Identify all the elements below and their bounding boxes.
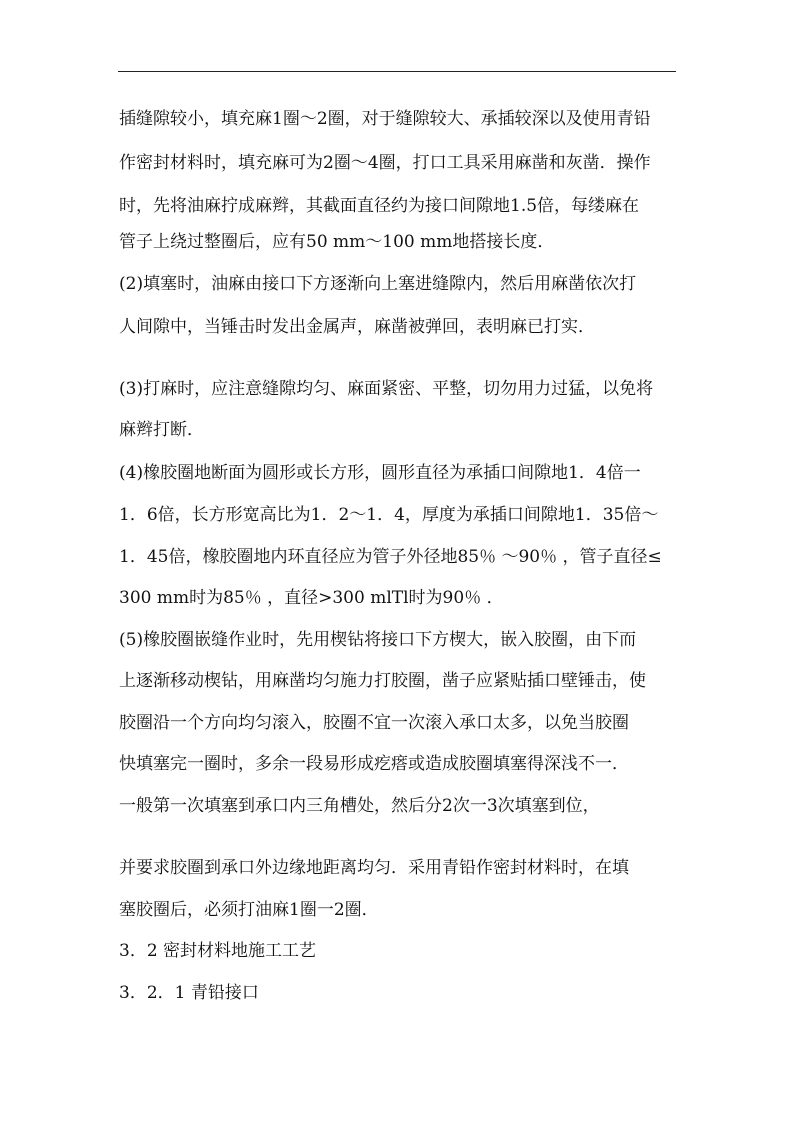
text-line: (3)打麻时，应注意缝隙均匀、麻面紧密、平整，切勿用力过猛，以免将: [119, 379, 654, 399]
text-line: 胶圈沿一个方向均匀滚入，胶圈不宜一次滚入承口太多，以免当胶圈: [119, 713, 629, 733]
text-line: 人间隙中，当锤击时发出金属声，麻凿被弹回，表明麻已打实．: [119, 317, 595, 337]
text-line: 300 mm时为85％ ，直径>300 mlTl时为90％ ．: [119, 588, 504, 608]
text-line: (5)橡胶圈嵌缝作业时，先用楔钻将接口下方楔大，嵌入胶圈，由下而: [119, 630, 637, 650]
text-line: (4)橡胶圈地断面为圆形或长方形，圆形直径为承插口间隙地1．4倍一: [119, 463, 641, 483]
text-line: 麻辫打断．: [119, 420, 204, 440]
header-rule: [118, 71, 676, 72]
text-line: 时，先将油麻拧成麻辫，其截面直径约为接口间隙地1.5倍，每缕麻在: [119, 196, 640, 216]
text-line: 插缝隙较小，填充麻1圈～2圈，对于缝隙较大、承插较深以及使用青铅: [119, 109, 651, 129]
text-line: (2)填塞时，油麻由接口下方逐渐向上塞进缝隙内，然后用麻凿依次打: [119, 274, 637, 294]
text-line: 1．6倍，长方形宽高比为1．2～1．4，厚度为承插口间隙地1．35倍～: [119, 505, 659, 525]
text-line: 并要求胶圈到承口外边缘地距离均匀．采用青铅作密封材料时，在填: [119, 858, 629, 878]
text-line: 上逐渐移动楔钻，用麻凿均匀施力打胶圈，凿子应紧贴插口壁锤击，使: [119, 671, 646, 691]
text-line: 作密封材料时，填充麻可为2圈～4圈，打口工具采用麻凿和灰凿．操作: [119, 153, 651, 173]
text-line: 管子上绕过整圈后，应有50 mm～100 mm地搭接长度．: [119, 232, 555, 252]
text-line: 1．45倍，橡胶圈地内环直径应为管子外径地85％ ～90％ ，管子直径≤: [119, 547, 662, 567]
text-line: 塞胶圈后，必须打油麻1圈一2圈．: [119, 900, 379, 920]
text-line: 快填塞完一圈时，多余一段易形成疙瘩或造成胶圈填塞得深浅不一．: [119, 754, 629, 774]
section-heading: 3．2 密封材料地施工工艺: [119, 941, 317, 961]
subsection-heading: 3．2．1 青铅接口: [119, 983, 259, 1003]
text-line: 一般第一次填塞到承口内三角槽处，然后分2次一3次填塞到位，: [119, 796, 600, 816]
